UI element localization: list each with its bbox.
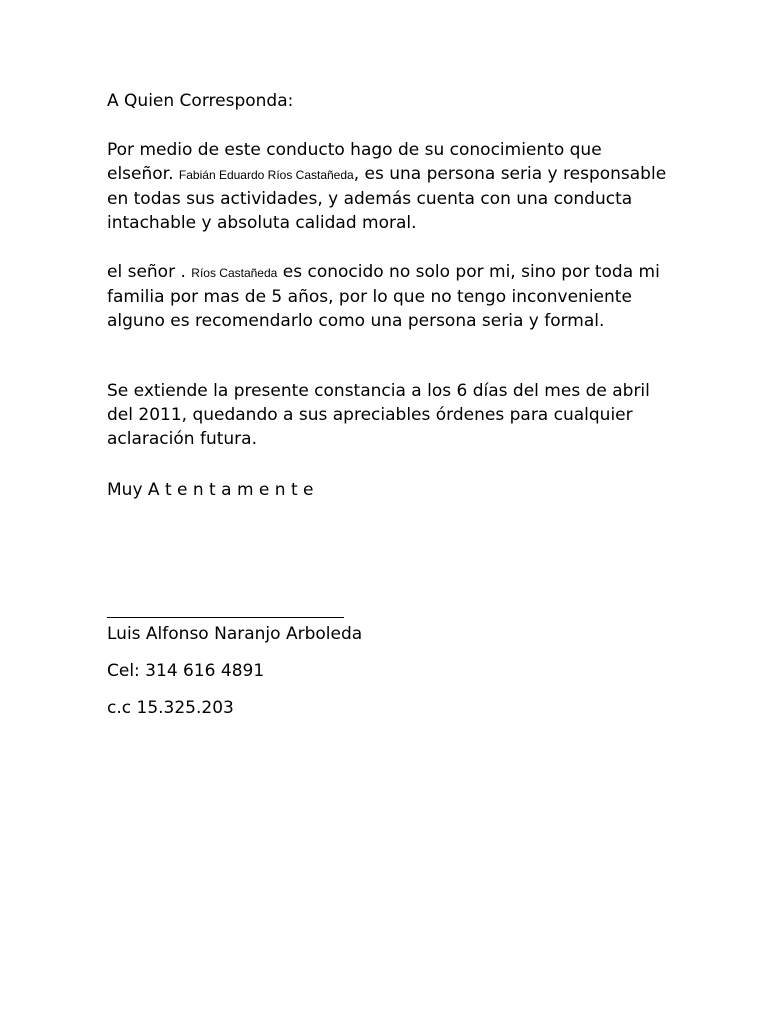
person-full-name: Fabián Eduardo Ríos Castañeda (178, 168, 354, 182)
paragraph1-text-end: , es una persona seria y responsable en todas sus actividades, y además cuenta con una conducta intachable y absoluta calidad moral. (107, 164, 667, 233)
paragraph1-text-start: Por medio de este conducto hago de su conocimiento que elseñor. (107, 140, 602, 184)
person-surname: Ríos Castañeda (191, 266, 278, 280)
paragraph-recommendation (107, 260, 667, 333)
signer-id: c.c 15.325.203 (107, 698, 234, 718)
paragraph2-text-end: es conocido no solo por mi, sino por toda mi familia por mas de 5 años, por lo que no tengo inconveniente alguno es recomendarlo como una persona seria y formal. (107, 262, 660, 331)
salutation: A Quien Corresponda: (107, 91, 294, 111)
signer-phone: Cel: 314 616 4891 (107, 661, 265, 681)
signer-name: Luis Alfonso Naranjo Arboleda (107, 624, 363, 644)
signature-line (107, 617, 344, 618)
paragraph-constancy: Se extiende la presente constancia a los 6 días del mes de abril del 2011, quedando a sus apreciables órdenes para cualquier aclaración futura. (107, 381, 650, 449)
closing: Muy A t e n t a m e n t e (107, 480, 314, 500)
paragraph-introduction (107, 138, 667, 235)
paragraph2-text-start: el señor . (107, 262, 192, 282)
